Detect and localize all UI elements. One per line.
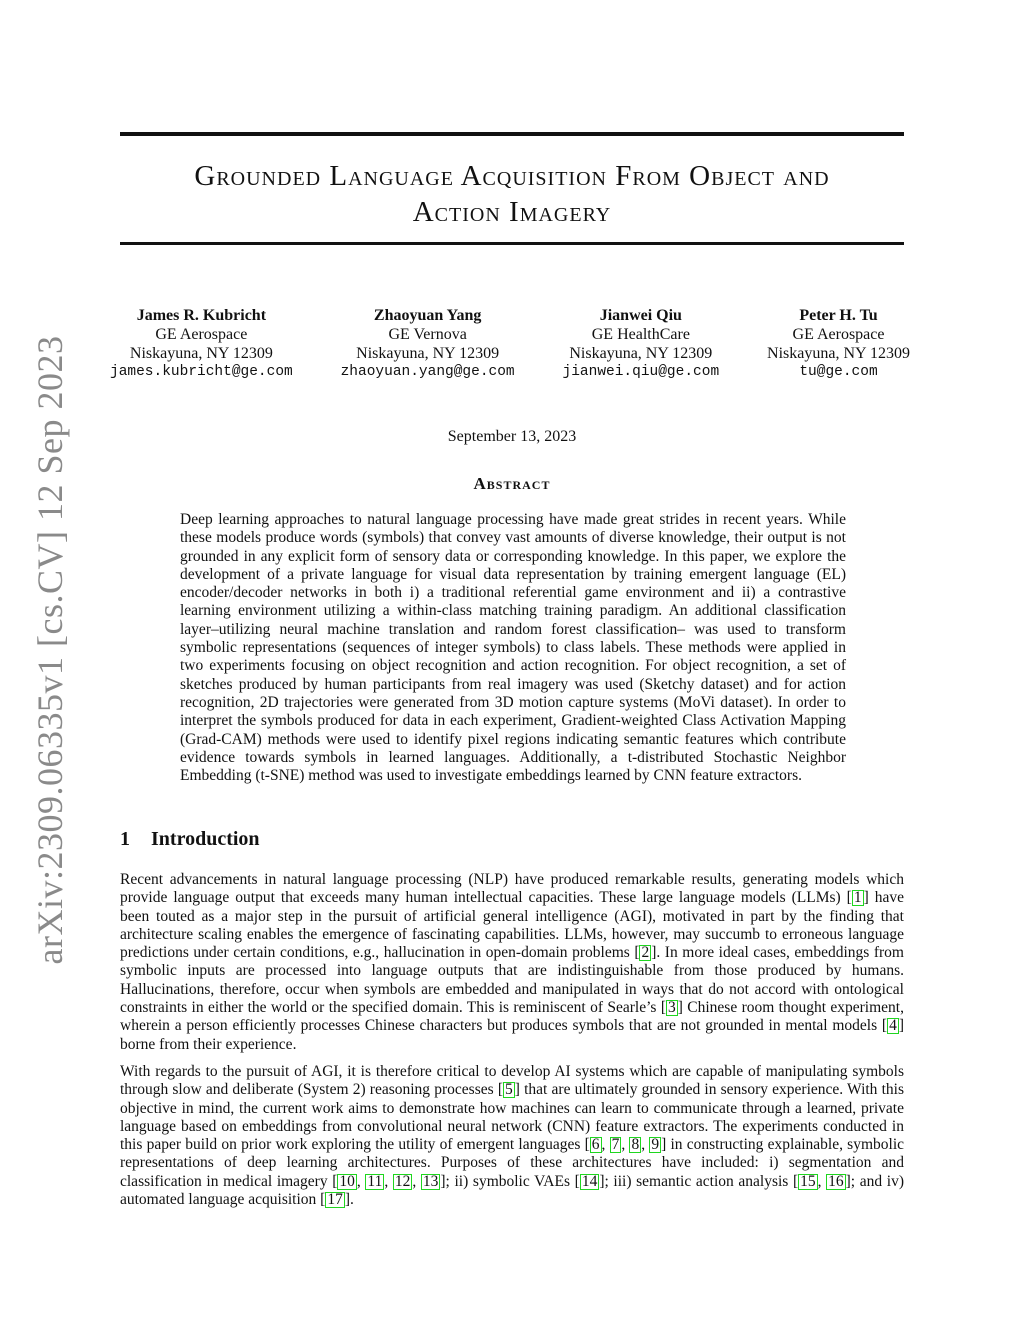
citation-link[interactable]: 9	[651, 1136, 660, 1154]
author-location: Niskayuna, NY 12309	[767, 345, 910, 362]
paragraph-2: With regards to the pursuit of AGI, it is therefore critical to develop AI systems which are capable of manipulating symbols through slow and deliberate (System 2) reasoning processes [ 5 ] that are ultimately grounded in sensory experience. With this objective in mind, the current work aims to demonstrate how machines can learn to communicate through a learned, private language based on embeddings from convolutional neural network (CNN) feature extractors. The experiments conducted in this paper build on prior work exploring the utility of emergent languages [ 6 , 7 , 8 , 9 ] in constructing explainable, symbolic representations of deep learning architectures. Purposes of these architectures have included: i) segmentation and classification in medical imagery [ 10 , 11 , 12 , 13 ]; ii) symbolic VAEs [ 14 ]; iii) semantic action analysis [ 15 , 16 ]; and iv) automated language acquisition [ 17 ].	[120, 1062, 905, 1209]
author-name: James R. Kubricht	[136, 307, 267, 324]
citation-link[interactable]: 2	[641, 944, 650, 962]
citation-link[interactable]: 4	[889, 1017, 897, 1035]
author-email[interactable]: tu@ge.com	[799, 364, 878, 380]
section-title: Introduction	[151, 828, 260, 850]
text-run: Recent advancements in natural language processing (NLP) have produced remarkable results, generating models which provide language output that exceeds many human intellectual capacities. These large language models (LLMs) [	[120, 871, 904, 907]
author-email[interactable]: jianwei.qiu@ge.com	[562, 364, 720, 380]
publication-date: September 13, 2023	[447, 428, 577, 445]
author-affiliation: GE HealthCare	[591, 326, 690, 343]
author-location: Niskayuna, NY 12309	[129, 345, 273, 362]
text-run: With regards to the pursuit of AGI, it is therefore critical to develop AI systems which are capable of manipulating symbols through slow and deliberate (System 2) reasoning processes [	[120, 1062, 904, 1099]
arxiv-identifier-stamp[interactable]: arXiv:2309.06335v1 [cs.CV] 12 Sep 2023	[30, 335, 70, 965]
citation-link[interactable]: 14	[581, 1172, 598, 1190]
introduction-body	[120, 871, 904, 1209]
title-line-2: Action Imagery	[412, 196, 612, 228]
citation-link[interactable]: 11	[367, 1172, 383, 1190]
text-run: ] borne from their experience.	[120, 1017, 904, 1053]
author-email[interactable]: zhaoyuan.yang@ge.com	[340, 364, 515, 380]
citation-link[interactable]: 15	[800, 1172, 816, 1190]
author-name: Zhaoyuan Yang	[373, 307, 482, 324]
author-affiliation: GE Vernova	[388, 326, 467, 343]
author-1	[110, 306, 293, 382]
text-run: ] in constructing explainable, symbolic representations of deep learning architectures. Purposes of these architectures have included: i) segmentation and classification in medical imagery [	[120, 1136, 905, 1190]
text-run: ]. In more ideal cases, embeddings from symbolic inputs are processed into language outputs that are indistinguishable from those produced by humans. Hallucinations, therefore, occur when symbols are embedded and manipulated in ways that do not accord with ontological constraints in either the world or the specified domain. This is reminiscent of Searle’s [	[120, 944, 904, 1017]
author-location: Niskayuna, NY 12309	[356, 345, 500, 362]
text-run: ] have been touted as a major step in the pursuit of artificial general intelligence (AGI), motivated in part by the finding that architecture scaling enables the emergence of fascinating capabilities. LLMs, however, may succumb to erroneous language predictions under certain conditions, e.g., hallucination in open-domain problems [	[120, 889, 905, 962]
author-email[interactable]: james.kubricht@ge.com	[110, 364, 293, 380]
title-line-1: Grounded Language Acquisition From Object and	[194, 160, 830, 192]
section-number: 1	[120, 828, 130, 850]
citation-link[interactable]: 5	[505, 1081, 513, 1099]
citation-link[interactable]: 1	[853, 889, 862, 907]
text-run: ]; ii) symbolic VAEs [	[440, 1172, 580, 1190]
citation-link[interactable]: 7	[611, 1136, 620, 1154]
text-run: ] that are ultimately grounded in sensory experience. With this objective in mind, the current work aims to demonstrate how machines can learn to communicate through a learned, private language based on embeddings from convolutional neural network (CNN) feature extractors. The experiments conducted in this paper build on prior work exploring the utility of emergent languages [	[120, 1081, 905, 1154]
author-4	[767, 306, 910, 382]
author-name: Peter H. Tu	[799, 307, 878, 324]
citation-link[interactable]: 10	[339, 1172, 355, 1190]
citation-link[interactable]: 17	[327, 1191, 343, 1209]
citation-link[interactable]: 8	[631, 1136, 640, 1154]
citation-link[interactable]: 16	[828, 1172, 844, 1190]
author-location: Niskayuna, NY 12309	[569, 345, 713, 362]
author-affiliation: GE Aerospace	[792, 326, 885, 343]
text-run: ] Chinese room thought experiment, wherein a person efficiently processes Chinese characters but produces symbols that are not grounded in mental models [	[120, 999, 904, 1035]
abstract-body: Deep learning approaches to natural language processing have made great strides in recent years. While these models produce words (symbols) that convey vast amounts of diverse knowledge, their output is not grounded in any explicit form of sensory data or corresponding knowledge. In this paper, we explore the development of a private language for visual data representation by training emergent language (EL) encoder/decoder networks in both i) a traditional referential game environment and ii) a contrastive learning environment utilizing a within-class matching training paradigm. An additional classification layer–utilizing neural machine translation and random forest classification– was used to transform symbolic representations (sequences of integer symbols) to class labels. These methods were applied in two experiments focusing on object recognition and action recognition. For object recognition, a set of sketches produced by human participants from real imagery was used (Sketchy dataset) and for action recognition, 2D trajectories were generated from 3D motion capture systems (MoVi dataset). In order to interpret the symbols produced for data in each experiment, Gradient-weighted Class Activation Mapping (Grad-CAM) methods were used to identify pixel regions indicating semantic features which contribute evidence towards symbols in learned languages. Additionally, a t-distributed Stochastic Neighbor Embedding (t-SNE) method was used to investigate embeddings learned by CNN feature extractors.	[180, 511, 846, 785]
paragraph-1	[120, 871, 904, 1054]
paper-title	[120, 158, 904, 230]
section-heading-introduction	[120, 828, 260, 851]
citation-link[interactable]: 6	[591, 1136, 600, 1154]
author-name: Jianwei Qiu	[599, 307, 682, 324]
author-affiliation: GE Aerospace	[155, 326, 248, 343]
text-run: ].	[344, 1191, 354, 1209]
citation-link[interactable]: 13	[422, 1172, 439, 1190]
title-rule-top	[120, 132, 904, 136]
citation-link[interactable]: 12	[394, 1172, 411, 1190]
abstract-heading: Abstract	[473, 474, 551, 493]
author-2	[341, 306, 515, 382]
author-block	[110, 306, 910, 382]
author-3	[563, 306, 720, 382]
citation-link[interactable]: 3	[667, 999, 676, 1017]
text-run: ]; and iv) automated language acquisition [	[120, 1172, 904, 1209]
text-run: ]; iii) semantic action analysis [	[599, 1172, 799, 1190]
title-rule-bottom	[120, 242, 904, 245]
